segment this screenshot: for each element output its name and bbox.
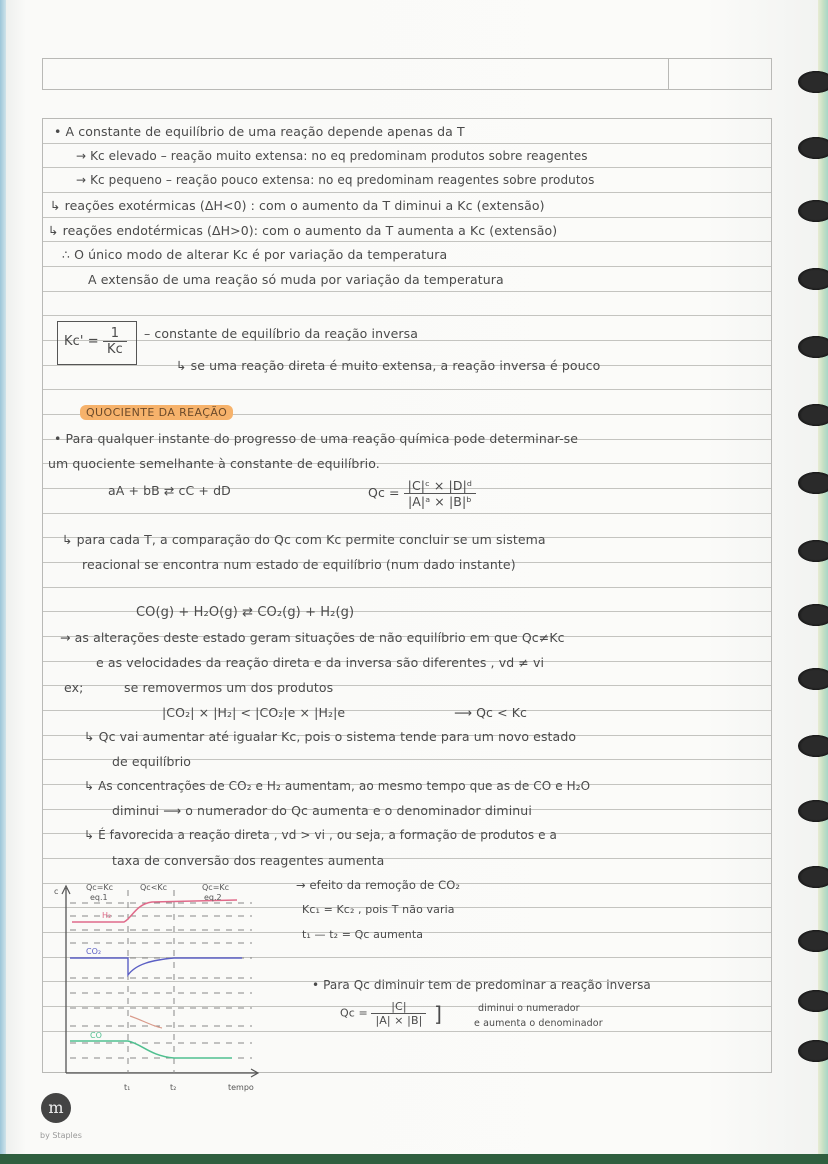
header-divider [668,59,669,89]
note-line: ↳ para cada T, a comparação do Qc com Kc permite concluir se um sistema [62,532,546,547]
graph-note: t₁ — t₂ = Qc aumenta [302,928,424,941]
spiral-ring [798,540,828,562]
rule-line [43,217,771,218]
region-1-label: Qc=Kc [86,883,114,892]
qc-formula [368,478,476,509]
note-line: ↳ reações endotérmicas (ΔH>0): com o aumento da T aumenta a Kc (extensão) [48,223,558,238]
t2-label: t₂ [170,1083,177,1092]
note-line: ↳ É favorecida a reação direta , vd > vi , ou seja, a formação de produtos e a [84,828,557,842]
formula-fraction [103,326,127,357]
brace-note: diminui o numerador [478,1003,580,1014]
rule-line [43,241,771,242]
graph-note: • Para Qc diminuir tem de predominar a reação inversa [312,978,651,992]
rule-line [43,266,771,267]
fraction-denominator: |A| × |B| [375,1014,423,1027]
spiral-ring [798,800,828,822]
spiral-ring [798,1040,828,1062]
inverse-constant-note: ↳ se uma reação direta é muito extensa, a reação inversa é pouco [176,358,601,373]
spiral-ring [798,404,828,426]
note-line: → Kc pequeno – reação pouco extensa: no eq predominam reagentes sobre produtos [76,173,595,187]
brand-caption: by Staples [40,1131,82,1140]
note-line: reacional se encontra num estado de equilíbrio (num dado instante) [82,557,516,572]
note-line: ∴ O único modo de alterar Kc é por variação da temperatura [62,247,448,262]
qc-lhs: Qc = [368,485,400,500]
background-strip [0,1154,828,1164]
general-equation: aA + bB ⇄ cC + dD [108,483,231,498]
graph-note: → efeito da remoção de CO₂ [296,878,461,892]
note-line: ↳ Qc vai aumentar até igualar Kc, pois o sistema tende para um novo estado [84,729,577,744]
reaction-equation: CO(g) + H₂O(g) ⇄ CO₂(g) + H₂(g) [136,605,355,620]
spiral-ring [798,604,828,626]
note-line: → Kc elevado – reação muito extensa: no eq predominam produtos sobre reagentes [76,149,588,163]
note-line: diminui ⟶ o numerador do Qc aumenta e o denominador diminui [112,803,532,818]
series-label-co2: CO₂ [86,947,102,956]
rule-line [43,192,771,193]
section-title-highlight: QUOCIENTE DA REAÇÃO [80,405,233,420]
spiral-ring [798,71,828,93]
rule-line [43,167,771,168]
spiral-ring [798,930,828,952]
spiral-ring [798,866,828,888]
t1-label: t₁ [124,1083,131,1092]
note-line: um quociente semelhante à constante de equilíbrio. [48,456,380,471]
inequality-result: ⟶ Qc < Kc [454,705,527,720]
spiral-ring [798,472,828,494]
rule-line [43,587,771,588]
qc-simple-formula [340,1000,442,1027]
note-line: → as alterações deste estado geram situações de não equilíbrio em que Qc≠Kc [60,630,565,645]
qc-fraction [371,1000,426,1027]
brace-icon: ] [434,1001,442,1026]
spiral-ring [798,268,828,290]
fraction-numerator: 1 [103,326,127,342]
fraction-numerator: |C| [371,1000,426,1014]
rule-line [43,389,771,390]
note-line: se removermos um dos produtos [124,680,334,695]
note-line: A extensão de uma reação só muda por variação da temperatura [88,272,504,287]
region-3-sublabel: eq.2 [204,893,222,902]
concentration-time-graph [52,878,282,1103]
fraction-denominator: |A|ᵃ × |B|ᵇ [407,494,472,509]
formula-lhs: Kc' = [64,334,99,349]
note-line: • A constante de equilíbrio de uma reação depende apenas da T [54,124,465,139]
spiral-ring [798,200,828,222]
page-edge-left [0,0,6,1164]
region-2-label: Qc<Kc [140,883,168,892]
rule-line [43,513,771,514]
rule-line [43,143,771,144]
brand-logo: m [41,1093,71,1123]
note-line: e as velocidades da reação direta e da inversa são diferentes , vd ≠ vi [96,655,545,670]
note-line: ↳ reações exotérmicas (ΔH<0) : com o aumento da T diminui a Kc (extensão) [50,198,545,213]
note-line: de equilíbrio [112,754,192,769]
spiral-ring [798,336,828,358]
region-1-sublabel: eq.1 [90,893,108,902]
spiral-ring [798,735,828,757]
region-3-label: Qc=Kc [202,883,230,892]
qc-lhs: Qc = [340,1006,368,1020]
rule-line [43,315,771,316]
section-title [80,404,233,419]
rule-line [43,291,771,292]
inverse-constant-description: – constante de equilíbrio da reação inversa [144,326,418,341]
fraction-numerator: |C|ᶜ × |D|ᵈ [404,478,476,494]
inverse-constant-formula [64,326,127,357]
brace-note: e aumenta o denominador [474,1018,603,1029]
note-line: ↳ As concentrações de CO₂ e H₂ aumentam, ao mesmo tempo que as de CO e H₂O [84,779,591,793]
series-label-co: CO [90,1031,102,1040]
spiral-ring [798,668,828,690]
example-label: ex; [64,680,84,695]
inequality: |CO₂| × |H₂| < |CO₂|e × |H₂|e [162,705,346,720]
note-line: taxa de conversão dos reagentes aumenta [112,853,385,868]
header-box [42,58,772,90]
graph-note: Kc₁ = Kc₂ , pois T não varia [302,903,455,916]
fraction-denominator: Kc [107,342,123,357]
rule-line [43,710,771,711]
qc-fraction [404,478,476,509]
x-axis-label: tempo [228,1083,254,1092]
series-label-h2: H₂ [102,911,112,920]
note-line: • Para qualquer instante do progresso de uma reação química pode determinar-se [54,431,579,446]
spiral-ring [798,137,828,159]
spiral-ring [798,990,828,1012]
y-axis-label: c [54,887,59,896]
